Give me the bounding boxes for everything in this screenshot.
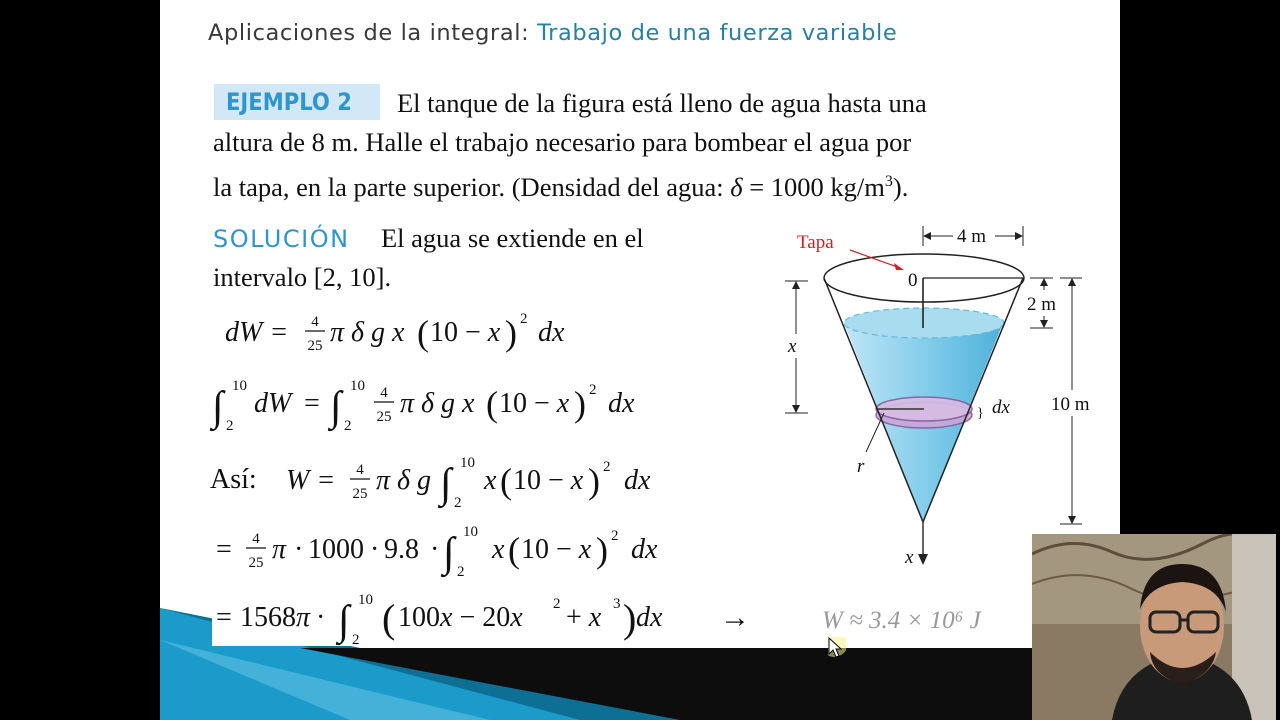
cone-tank-figure [160,0,1120,720]
radius-label: r [857,456,865,477]
water-surface [844,308,1004,338]
eq2-rparen: ) [574,384,586,424]
eq1-dx: dx [538,317,565,348]
eq4-lower: 2 [457,564,465,580]
eq2-inner: 10 − x [499,388,570,419]
eq5-rparen: ) [623,596,637,641]
x-depth-label: x [788,336,797,357]
eq2-lparen: ( [486,384,498,424]
eq2-integral-left: ∫ [212,384,224,430]
eq4-x: x [492,534,505,565]
origin-label: 0 [908,270,918,291]
density-symbol: δ [730,171,743,202]
eq3-x: x [484,465,497,496]
eq5-upper: 10 [358,592,373,608]
eq3-lparen: ( [500,461,512,501]
solution-line-2: intervalo [2, 10]. [213,262,392,292]
top-gap-label: 2 m [1027,294,1057,315]
tapa-label: Tapa [797,232,834,253]
eq4-upper: 10 [463,524,478,540]
eq5-lower: 2 [352,632,360,648]
eq4-frac-den: 25 [248,555,264,571]
top-width-label: 4 m [957,226,987,247]
eq2-square: 2 [589,382,597,398]
eq5-equals: = [216,602,232,633]
eq4-square: 2 [611,528,619,544]
eq3-frac-num: 4 [356,462,364,478]
webcam-overlay [1032,534,1276,720]
dx-brace: } [977,406,984,421]
implies-arrow: → [720,601,750,634]
eq3-square: 2 [603,459,611,475]
eq5-dot: · [316,602,326,633]
presentation-slide [160,0,1120,720]
eq2-frac-num: 4 [380,385,388,401]
eq3-integral: ∫ [440,461,452,507]
eq3-W: W = [286,465,336,496]
eq2-body: π δ g x [400,388,475,419]
eq2-integral-right: ∫ [330,384,342,430]
eq1-square: 2 [520,311,528,327]
presenter-video [1032,534,1276,720]
height-label: 10 m [1051,394,1090,415]
eq5-integral: ∫ [338,598,350,644]
eq4-dx: dx [631,534,658,565]
density-exponent: 3 [884,173,893,190]
problem-line-1: El tanque de la figura está lleno de agua hasta una [397,88,927,118]
eq3-rparen: ) [588,461,600,501]
eq3-dx: dx [624,465,651,496]
density-value: = 1000 kg/m [742,171,885,202]
eq3-body: π δ g [376,465,432,496]
eq3-upper: 10 [460,455,475,471]
eq5-term-100x: 100x − 20x [398,602,523,633]
axis-x-label: x [905,547,914,568]
solution-label: SOLUCIÓN [213,225,350,253]
solution-line-1: El agua se extiende en el [381,223,644,253]
problem-line-3-text: la tapa, en la parte superior. (Densidad del agua: [213,171,731,202]
eq2-left-upper: 10 [232,378,247,394]
eq4-density: 1000 [308,534,364,565]
eq4-rparen: ) [596,530,608,570]
eq2-dx: dx [608,388,635,419]
eq4-integral: ∫ [443,530,455,576]
eq4-dot-2: · [370,534,380,565]
eq1-frac-den: 25 [307,338,323,354]
eq5-exp-3: 3 [613,596,621,612]
dx-label: dx [992,397,1010,418]
eq5-dx: dx [636,602,663,633]
eq1-inner: 10 − x [430,317,501,348]
result-text: W ≈ 3.4 × 10⁶ J [822,607,981,634]
eq1-dW: dW = [225,317,289,348]
eq2-dW: dW [254,388,292,419]
eq4-lparen: ( [508,530,520,570]
eq3-frac-den: 25 [352,486,368,502]
eq1-rparen: ) [505,313,517,353]
problem-line-2: altura de 8 m. Halle el trabajo necesario para bombear el agua por [213,127,912,157]
density-end: ). [892,171,909,202]
mouse-cursor-icon [828,637,846,661]
eq4-dot-3: · [430,534,440,565]
eq5-lparen: ( [382,596,396,641]
eq3-inner: 10 − x [513,465,584,496]
example-label: EJEMPLO 2 [226,88,352,116]
eq1-frac-num: 4 [311,314,319,330]
asi-label: Así: [210,464,257,495]
eq4-dot-1: · [294,534,304,565]
eq5-exp-2: 2 [553,596,561,612]
eq5-coef: 1568 [240,602,296,633]
eq4-frac-num: 4 [252,531,260,547]
eq4-equals: = [216,534,232,565]
eq5-pi: π [296,602,311,633]
eq3-lower: 2 [454,495,462,511]
eq2-right-upper: 10 [350,378,365,394]
title-topic: Trabajo de una fuerza variable [537,20,898,46]
eq4-pi: π [272,534,287,565]
title-prefix: Aplicaciones de la integral: [208,20,538,46]
eq5-plus: + x [566,602,602,633]
eq2-right-lower: 2 [344,418,352,434]
eq4-gravity: 9.8 [384,534,419,565]
eq2-left-lower: 2 [226,418,234,434]
eq2-frac-den: 25 [376,409,392,425]
eq1-body: π δ g x [330,317,405,348]
eq2-equals: = [304,388,320,419]
eq4-inner: 10 − x [521,534,592,565]
eq1-lparen: ( [417,313,429,353]
